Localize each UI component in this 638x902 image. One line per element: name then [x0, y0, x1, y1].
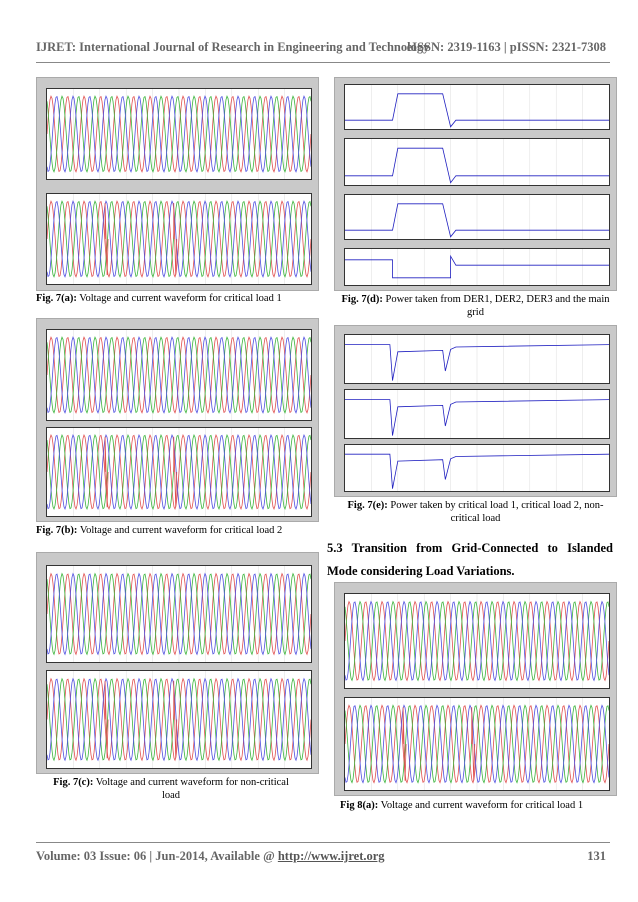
footer-rule [36, 842, 610, 843]
volume-info: Volume: 03 Issue: 06 | Jun-2014, Available @ [36, 849, 278, 863]
der3-power-plot [344, 194, 610, 240]
header-rule [36, 62, 610, 63]
caption-fig-7b: Fig. 7(b): Voltage and current waveform for critical load 2 [36, 525, 283, 536]
figure-7d [334, 77, 617, 291]
der1-power-plot [344, 84, 610, 130]
caption-fig-7a: Fig. 7(a): Voltage and current waveform for critical load 1 [36, 293, 282, 304]
journal-title: IJRET: International Journal of Research in Engineering and Technology [36, 40, 430, 54]
current-plot [46, 193, 312, 285]
caption-fig-7c: Fig. 7(c): Voltage and current waveform for non-critical load [53, 777, 289, 801]
voltage-plot [46, 329, 312, 421]
critical-load-1-power-plot [344, 334, 610, 384]
figure-8a [334, 582, 617, 796]
running-header [36, 40, 606, 55]
figure-7a [36, 77, 319, 291]
running-footer [36, 849, 606, 864]
current-plot [46, 670, 312, 769]
figure-7b [36, 318, 319, 522]
section-heading: 5.3 Transition from Grid-Connected to Islanded Mode considering Load Variations. [327, 541, 613, 578]
page-number: 131 [587, 849, 606, 863]
voltage-plot [46, 88, 312, 180]
grid-power-plot [344, 248, 610, 286]
caption-fig-8a: Fig 8(a): Voltage and current waveform for critical load 1 [340, 800, 584, 811]
journal-link[interactable]: http://www.ijret.org [277, 849, 385, 863]
current-plot [344, 697, 610, 791]
voltage-plot [46, 565, 312, 663]
figure-7c [36, 552, 319, 774]
current-plot [46, 427, 312, 517]
voltage-plot [344, 593, 610, 689]
critical-load-2-power-plot [344, 389, 610, 439]
issn-text: eISSN: 2319-1163 | pISSN: 2321-7308 [406, 40, 606, 54]
der2-power-plot [344, 138, 610, 186]
caption-fig-7d: Fig. 7(d): Power taken from DER1, DER2, DER3 and the main grid [341, 294, 610, 318]
figure-7e [334, 325, 617, 497]
caption-fig-7e: Fig. 7(e): Power taken by critical load 1, critical load 2, non-critical load [347, 500, 604, 524]
non-critical-load-power-plot [344, 444, 610, 492]
